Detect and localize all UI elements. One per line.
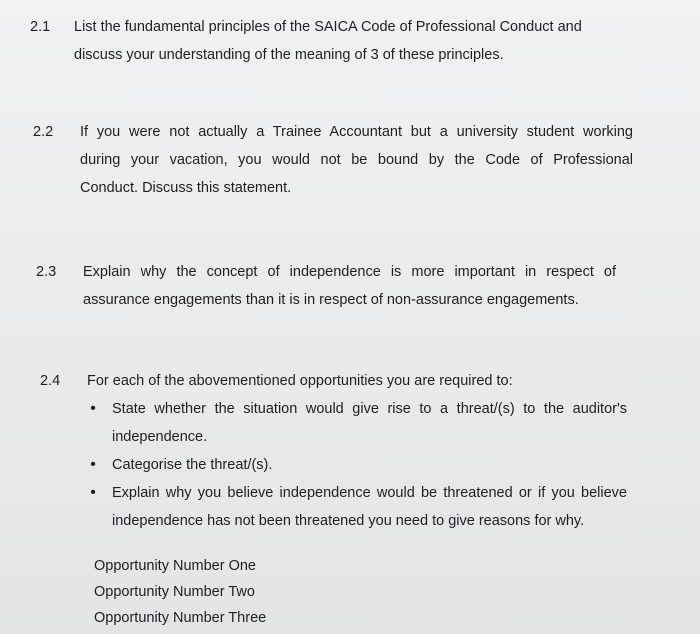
bullet-icon: • <box>90 400 96 417</box>
list-item-line: independence has not been threatened you need to give reasons for why. <box>112 513 585 529</box>
bullet-icon: • <box>90 484 96 501</box>
opportunity-item: Opportunity Number Two <box>94 584 255 600</box>
opportunities-list <box>94 553 494 631</box>
question-line: Conduct. Discuss this statement. <box>80 180 292 196</box>
list-item <box>87 451 627 479</box>
question-text <box>87 367 627 395</box>
question-line: Explain why the concept of independence is more important in respect of <box>83 264 616 280</box>
question-number: 2.2 <box>33 124 54 140</box>
question-line: List the fundamental principles of the SAICA Code of Professional Conduct and <box>74 19 582 35</box>
bullet-icon: • <box>90 456 96 473</box>
question-number: 2.3 <box>36 264 57 280</box>
requirements-list <box>87 395 627 535</box>
question-line: during your vacation, you would not be bound by the Code of Professional <box>80 152 633 168</box>
opportunity-item: Opportunity Number Three <box>94 610 267 626</box>
list-item-line: Categorise the threat/(s). <box>112 457 273 473</box>
question-text <box>80 118 633 202</box>
list-item-line: State whether the situation would give rise to a threat/(s) to the auditor's <box>112 401 627 417</box>
list-item-line: Explain why you believe independence would be threatened or if you believe <box>112 485 627 501</box>
question-line: discuss your understanding of the meaning of 3 of these principles. <box>74 47 504 63</box>
question-number: 2.4 <box>40 373 61 389</box>
question-line: assurance engagements than it is in respect of non-assurance engagements. <box>83 292 579 308</box>
question-line: If you were not actually a Trainee Accountant but a university student working <box>80 124 633 140</box>
question-text <box>83 258 616 314</box>
list-item <box>87 395 627 451</box>
list-item-line: independence. <box>112 429 208 445</box>
list-item <box>87 479 627 535</box>
question-text <box>74 13 630 69</box>
opportunity-item: Opportunity Number One <box>94 558 256 574</box>
question-number: 2.1 <box>30 19 51 35</box>
question-intro: For each of the abovementioned opportunities you are required to: <box>87 373 513 389</box>
